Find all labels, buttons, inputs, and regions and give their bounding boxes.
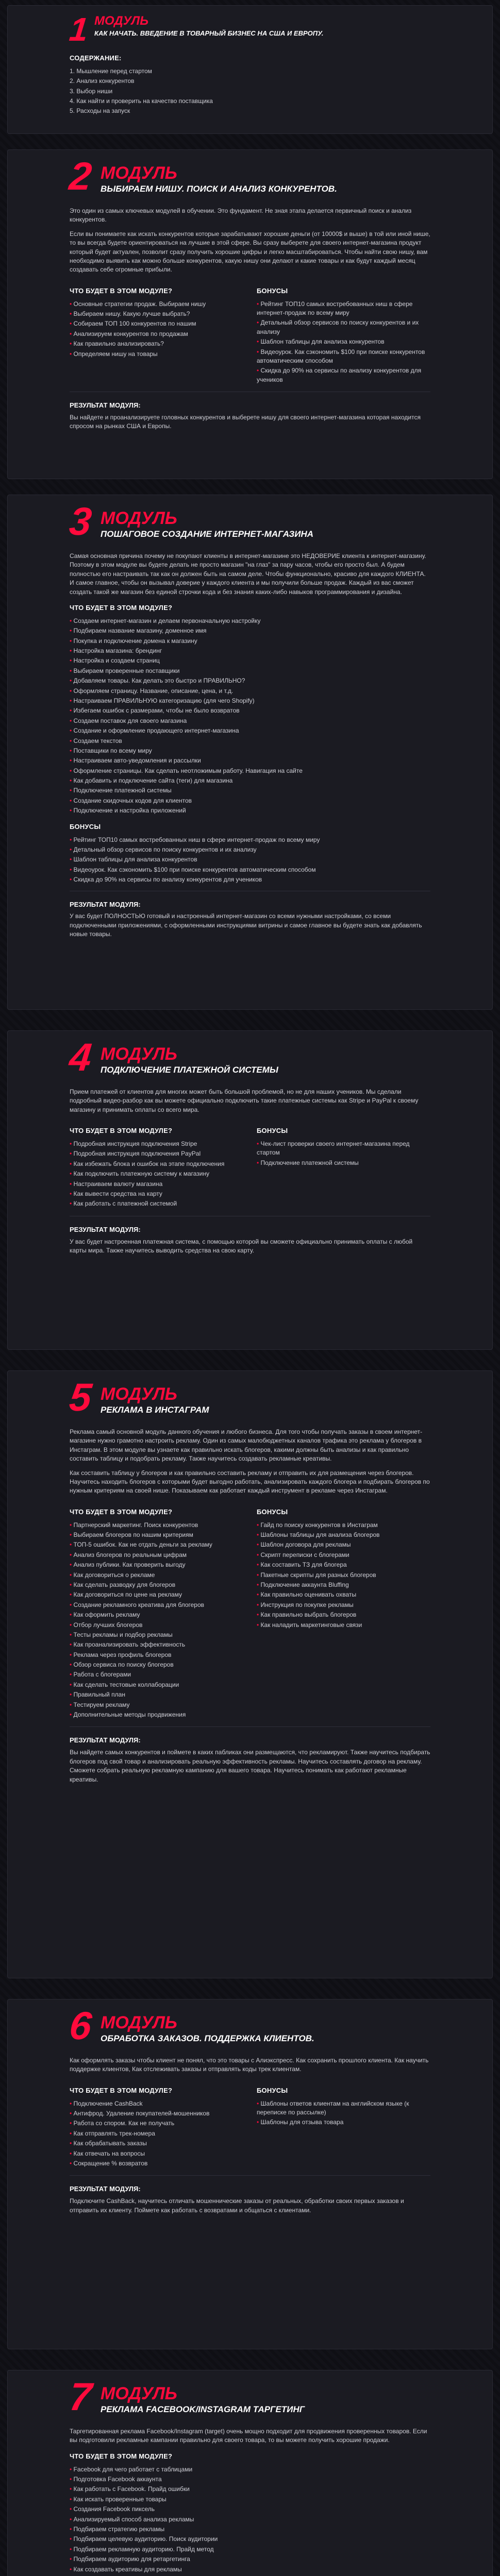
list-item: • Гайд по поиску конкурентов в Инстаграм — [257, 1521, 430, 1530]
list-item: • Как наладить маркетинговые связи — [257, 1621, 430, 1630]
result-text: Подключите CashBack, научитесь отличать мошеннические заказы от реальных, обработки своих первых заказов и отправить их клиенту. Поймете как работать с возвратами и общаться с клиентами. — [70, 2197, 404, 2214]
list-item: • Рейтинг ТОП10 самых востребованных ниш в сфере интернет-продаж по всему миру — [70, 836, 430, 844]
result-text: У вас будет ПОЛНОСТЬЮ готовый и настроенный интернет-магазин со всеми нужными настройками, со всеми подключенными приложениями, с оформленными инструкциями витрины и самое главное вы будете знать как добавлять новые товары. — [70, 912, 422, 938]
list-item: • Чек-лист проверки своего интернет-магазина перед стартом — [257, 1140, 430, 1158]
list-item: • Как правильно анализировать? — [70, 340, 243, 348]
module-number: 4 — [67, 1036, 94, 1079]
what-list — [70, 1521, 243, 1720]
module-word: МОДУЛЬ — [101, 2384, 177, 2403]
list-item: • Создание и оформление продающего интернет-магазина — [70, 726, 430, 735]
module-word: МОДУЛЬ — [101, 509, 177, 528]
list-item: • Работа с блогерами — [70, 1670, 243, 1679]
module-header — [67, 1031, 430, 1088]
paragraph: Если вы понимаете как искать конкурентов которые зарабатывают хорошие деньги (от 10000$ и выше) в той или иной нише, то вы всегда будете ориентироваться на лучшие в этой сфере. Вы сразу выберете для своего интернет-магазина продукт который будет актуален, позволит сразу получить хорошие цифры и легко масштабироваться. Чтобы найти свою нишу, вам необходимо выявить как можно больше конкурентов, какую нишу они делают и какие товары и как будут каждый месяц создавать себе огромные прибыли. — [70, 230, 430, 274]
what-column — [70, 2079, 243, 2170]
list-item: • Как составить ТЗ для блогера — [257, 1561, 430, 1569]
module-5 — [7, 1370, 493, 1978]
paragraph: Как оформлять заказы чтобы клиент не понял, что это товары с Алиэкспресс. Как сохранить прошлого клиента. Как научить поддержке клиентов, Как отслеживать заказы и отправлять коды трек клиентам. — [70, 2057, 429, 2073]
module-content — [70, 552, 430, 939]
module-title: РЕКЛАМА В ИНСТАГРАМ — [101, 1405, 209, 1415]
list-item: • Скидка до 90% на сервисы по анализу конкурентов для учеников — [70, 875, 430, 884]
module-4 — [7, 1030, 493, 1350]
list-item: • Как сделать тестовые коллаборации — [70, 1681, 243, 1689]
list-item: • Пакетные скрипты для разных блогеров — [257, 1571, 430, 1580]
what-list — [70, 2465, 430, 2576]
module-3 — [7, 495, 493, 1010]
list-item: • Настраиваем авто-уведомления и рассылки — [70, 756, 430, 765]
list-item: • Подробная инструкция подключения PayPal — [70, 1149, 243, 1158]
list-item: • Как проанализировать эффективность — [70, 1640, 243, 1649]
paragraph: Это один из самых ключевых модулей в обучении. Это фундамент. Не зная этапа делается первичный поиск и анализ конкурентов. — [70, 207, 412, 224]
result-heading: РЕЗУЛЬТАТ МОДУЛЯ: — [70, 2185, 141, 2193]
list-item: • Отбор лучших блогеров — [70, 1621, 243, 1630]
list-item: • Подбираем рекламную аудиторию. Прайд метод — [70, 2545, 430, 2554]
list-item: • Оформление страницы. Как сделать неотложимым работу. Навигация на сайте — [70, 767, 430, 775]
list-item: • Видеоурок. Как сэкономить $100 при поиске конкурентов автоматическим способом — [257, 348, 430, 366]
list-item: • Настраиваем ПРАВИЛЬНУЮ категоризацию (для чего Shopify) — [70, 697, 430, 705]
bonus-heading: БОНУСЫ — [257, 2086, 288, 2094]
list-item: • Шаблоны для отзыва товара — [257, 2118, 430, 2127]
module-header — [67, 1999, 430, 2056]
list-item: • Facebook для чего работает с таблицами — [70, 2465, 430, 2474]
module-title: КАК НАЧАТЬ. ВВЕДЕНИЕ В ТОВАРНЫЙ БИЗНЕС НА США И ЕВРОПУ. — [94, 29, 324, 37]
module-header — [70, 6, 430, 47]
what-list — [70, 300, 243, 359]
list-item: • Как правильно оценивать охваты — [257, 1590, 430, 1599]
what-list — [70, 617, 430, 816]
module-header — [67, 2370, 430, 2427]
paragraph: Таргетированная реклама Facebook/Instagram (target) очень мощно подходит для продвижения проверенных товаров. Если вы подготовили рекламные кампании правильно для своего товара, то вы можете получить хорошие продажи. — [70, 2428, 427, 2444]
result-heading: РЕЗУЛЬТАТ МОДУЛЯ: — [70, 401, 141, 410]
list-item: • Как добавить и подключение сайта (теги) для магазина — [70, 776, 430, 785]
list-item: • Анализ публики. Как проверить выгоду — [70, 1561, 243, 1569]
list-item: • Как создавать креативы для рекламы — [70, 2565, 430, 2574]
list-item: • Подключение и настройка приложений — [70, 806, 430, 815]
bonus-column — [257, 1501, 430, 1721]
module-7 — [7, 2370, 493, 2576]
list-item: • Шаблон договора для рекламы — [257, 1540, 430, 1549]
list-item: • Создание скидочных кодов для клиентов — [70, 796, 430, 805]
list-item: • Скрипт переписки с блогерами — [257, 1551, 430, 1560]
module-number: 1 — [68, 11, 90, 48]
list-item: 3. Выбор ниши — [70, 87, 113, 95]
list-item: • Как договориться о рекламе — [70, 1571, 243, 1580]
module-content — [70, 1428, 430, 1784]
paragraph: Самая основная причина почему не покупают клиенты в интернет-магазине это НЕДОВЕРИЕ клиента к интернет-магазину. Поэтому в этом модуле вы будете делать не просто магазин "на глаз" за пару часов, чтобы его просто был. А будем полностью его настраивать так как он должен быть на самом деле. Чтобы функционально, красиво для каждого КЛИЕНТА. И самое главное, чтобы он вызывал доверие у каждого клиента и мы получили больше продаж. Каждый из вас сможет создать такой же магазин без единой строчки кода и без знания каких-либо навыков программирования и дизайна. — [70, 552, 426, 596]
two-columns — [70, 2079, 430, 2170]
list-item: • Добавляем товары. Как делать это быстро и ПРАВИЛЬНО? — [70, 676, 430, 685]
what-heading: ЧТО БУДЕТ В ЭТОМ МОДУЛЕ? — [70, 603, 173, 612]
list-item: • Как отвечать на вопросы — [70, 2149, 243, 2158]
list-item: • Партнерский маркетинг. Поиск конкурентов — [70, 1521, 243, 1530]
module-header — [67, 495, 430, 552]
list-item: • Тесты рекламы и подбор рекламы — [70, 1631, 243, 1639]
list-item: • Подробная инструкция подключения Stripe — [70, 1140, 243, 1148]
module-number: 5 — [67, 1376, 94, 1419]
paragraph: Как составить таблицу у блогеров и как правильно составить рекламу и отправить их для размещения через блогеров. Научитесь находить блогеров с которыми будет выгодно работать, анализировать каждого блогера и подбирать блогеров по нужным критериям на своей нише. Показываем как работает каждый инструмент в рекламе через Инстаграм. — [70, 1469, 430, 1495]
list-item: • Анализируемый способ анализа рекламы — [70, 2515, 430, 2524]
list-item: • Оформляем страницу. Название, описание, цена, и т.д. — [70, 687, 430, 696]
paragraph: Реклама самый основной модуль данного обучения и любого бизнеса. Для того чтобы получать заказы в своем интернет-магазине нужно грамотно настроить рекламу. Один из самых малобюджетных каналов трафика это реклама у блогеров в Инстаграм. В этом модуле вы узнаете как правильно искать блогеров, какими должны быть анализы и как правильно составить таблицу и подобрать рекламу. Также научитесь создавать рекламные креативы. — [70, 1428, 423, 1463]
list-item: • Инструкция по покупке рекламы — [257, 1601, 430, 1609]
list-item: • Создания Facebook пиксель — [70, 2505, 430, 2514]
what-column — [70, 280, 243, 385]
contents-heading: СОДЕРЖАНИЕ: — [70, 54, 122, 62]
list-item: • Подготовка Facebook аккаунта — [70, 2475, 430, 2484]
module-title: ОБРАБОТКА ЗАКАЗОВ. ПОДДЕРЖКА КЛИЕНТОВ. — [101, 2033, 314, 2043]
list-item: • Создаем поставок для своего магазина — [70, 717, 430, 725]
module-word: МОДУЛЬ — [101, 163, 177, 183]
list-item: • Выбираем нишу. Какую лучше выбрать? — [70, 310, 243, 318]
module-content — [70, 207, 430, 431]
list-item: • Собираем ТОП 100 конкурентов по нашим — [70, 319, 243, 328]
list-item: • Работа со спором. Как не получать — [70, 2119, 243, 2128]
list-item: • Избегаем ошибок с размерами, чтобы не было возвратов — [70, 706, 430, 715]
module-content — [70, 2056, 430, 2215]
list-item: • Подключение CashBack — [70, 2099, 243, 2108]
bonus-list — [257, 1140, 430, 1167]
module-number: 6 — [67, 2004, 94, 2048]
module-number: 7 — [67, 2375, 94, 2419]
list-item: • Реклама через профиль блогеров — [70, 1651, 243, 1659]
module-header — [67, 1371, 430, 1428]
result-text: Вы найдете самых конкурентов и поймете в каких пабликах они размещаются, что рекламируют. Также научитесь подбирать блогеров под свой товар и анализировать реальную эффективность рекламы. Научитесь составлять договор на рекламу. Сможете собрать реальную рекламную кампанию для вашего товара. Научитесь понимать как работают рекламные креативы. — [70, 1749, 430, 1783]
list-item: • Анализируем конкурентов по продажам — [70, 330, 243, 338]
bonus-list — [70, 836, 430, 885]
contents-list — [70, 67, 430, 116]
bonus-heading: БОНУСЫ — [70, 822, 101, 831]
list-item: • Определяем нишу на товары — [70, 350, 243, 359]
list-item: • Как искать проверенные товары — [70, 2495, 430, 2504]
two-columns — [70, 1501, 430, 1721]
list-item: • Создаем текстов — [70, 737, 430, 745]
result-text: Вы найдете и проанализируете головных конкурентов и выберете нишу для своего интернет-магазина которая находится спросом на рынках США и Европы. — [70, 414, 421, 430]
result-heading: РЕЗУЛЬТАТ МОДУЛЯ: — [70, 900, 141, 908]
list-item: • Подключение платежной системы — [257, 1159, 430, 1167]
what-column — [70, 1120, 243, 1210]
list-item: • Как правильно выбрать блогеров — [257, 1611, 430, 1619]
list-item: 4. Как найти и проверить на качество поставщика — [70, 97, 213, 105]
list-item: • Настройка и создаем страниц — [70, 656, 430, 665]
result-heading: РЕЗУЛЬТАТ МОДУЛЯ: — [70, 1225, 141, 1233]
list-item: • Антифрод. Удаление покупателей-мошенников — [70, 2109, 243, 2118]
list-item: • Тестируем рекламу — [70, 1701, 243, 1709]
list-item: • Обзор сервиса по поиску блогеров — [70, 1660, 243, 1669]
what-heading: ЧТО БУДЕТ В ЭТОМ МОДУЛЕ? — [70, 2086, 173, 2094]
bonus-heading: БОНУСЫ — [257, 286, 288, 295]
list-item: • Подбираем название магазину, доменное имя — [70, 626, 430, 635]
module-title: ПОШАГОВОЕ СОЗДАНИЕ ИНТЕРНЕТ-МАГАЗИНА — [101, 529, 314, 539]
list-item: • Как договориться по цене на рекламу — [70, 1590, 243, 1599]
what-heading: ЧТО БУДЕТ В ЭТОМ МОДУЛЕ? — [70, 1127, 173, 1135]
list-item: • Создание рекламного креатива для блогеров — [70, 1601, 243, 1609]
list-item: • Подключение платежной системы — [70, 786, 430, 795]
bonus-column — [257, 1120, 430, 1210]
list-item: • Выбираем проверенные поставщики — [70, 667, 430, 675]
module-6 — [7, 1999, 493, 2349]
list-item: • ТОП-5 ошибок. Как не отдать деньги за рекламу — [70, 1540, 243, 1549]
bonus-list — [257, 300, 430, 385]
bonus-heading: БОНУСЫ — [257, 1127, 288, 1135]
list-item: • Видеоурок. Как сэкономить $100 при поиске конкурентов автоматическим способом — [70, 866, 430, 874]
list-item: • Как отправлять трек-номера — [70, 2129, 243, 2138]
list-item: • Как работать с платежной системой — [70, 1199, 243, 1208]
result-heading: РЕЗУЛЬТАТ МОДУЛЯ: — [70, 1736, 141, 1744]
list-item: • Настройка магазина: брендинг — [70, 647, 430, 655]
list-item: • Дополнительные методы продвижения — [70, 1710, 243, 1719]
list-item: • Создаем интернет-магазин и делаем первоначальную настройку — [70, 617, 430, 625]
bonus-heading: БОНУСЫ — [257, 1507, 288, 1516]
bonus-column — [257, 2079, 430, 2170]
list-item: • Основные стратегии продаж. Выбираем нишу — [70, 300, 243, 309]
list-item: • Выбираем блогеров по нашим критериям — [70, 1531, 243, 1539]
list-item: • Детальный обзор сервисов по поиску конкурентов и их анализу — [257, 318, 430, 336]
module-word: МОДУЛЬ — [101, 1044, 177, 1064]
list-item: • Как избежать блока и ошибок на этапе подключения — [70, 1160, 243, 1168]
list-item: • Поставщики по всему миру — [70, 747, 430, 755]
list-item: • Шаблон таблицы для анализа конкурентов — [70, 855, 430, 864]
list-item: • Как подключить платежную систему к магазину — [70, 1170, 243, 1178]
module-1 — [7, 5, 493, 134]
module-content — [70, 54, 430, 116]
list-item: • Покупка и подключение домена к магазину — [70, 637, 430, 646]
module-header — [67, 150, 430, 207]
list-item: • Как оформить рекламу — [70, 1611, 243, 1619]
bonus-column — [257, 280, 430, 385]
module-content — [70, 1088, 430, 1255]
list-item: • Анализ блогеров по реальным цифрам — [70, 1551, 243, 1560]
module-title: ПОДКЛЮЧЕНИЕ ПЛАТЕЖНОЙ СИСТЕМЫ — [101, 1065, 278, 1075]
list-item: • Как сделать разводку для блогеров — [70, 1581, 243, 1589]
list-item: • Как вывести средства на карту — [70, 1190, 243, 1198]
list-item: • Шаблон таблицы для анализа конкурентов — [257, 337, 430, 346]
module-2 — [7, 149, 493, 479]
list-item: • Шаблоны ответов клиентам на английском языке (к переписке по рассылке) — [257, 2099, 430, 2117]
list-item: • Как обрабатывать заказы — [70, 2139, 243, 2148]
divider — [70, 2175, 430, 2176]
module-title: ВЫБИРАЕМ НИШУ. ПОИСК И АНАЛИЗ КОНКУРЕНТОВ. — [101, 184, 337, 194]
what-column — [70, 1501, 243, 1721]
list-item: • Настраиваем валюту магазина — [70, 1180, 243, 1189]
what-heading: ЧТО БУДЕТ В ЭТОМ МОДУЛЕ? — [70, 2452, 173, 2460]
divider — [70, 1726, 430, 1727]
list-item: 5. Расходы на запуск — [70, 107, 130, 115]
module-content — [70, 2427, 430, 2576]
two-columns — [70, 280, 430, 385]
result-text: У вас будет настроенная платежная система, с помощью которой вы сможете официально принимать оплаты с любой карты мира. Также научитесь выводить средства на свою карту. — [70, 1238, 413, 1255]
module-word: МОДУЛЬ — [101, 2013, 177, 2032]
what-list — [70, 1140, 243, 1209]
module-number: 2 — [67, 155, 94, 198]
list-item: • Подбираем целевую аудиторию. Поиск аудитории — [70, 2535, 430, 2544]
list-item: • Подключение аккаунта Bluffing — [257, 1581, 430, 1589]
bonus-list — [257, 1521, 430, 1630]
paragraph: Прием платежей от клиентов для многих может быть большой проблемой, но не для наших учеников. Мы сделали подробный видео-разбор как вы можете официально подключить такие платежные системы как Stripe и PayPal к своему магазину и принимать оплаты со всего мира. — [70, 1088, 419, 1113]
list-item: • Шаблоны таблицы для анализа блогеров — [257, 1531, 430, 1539]
what-heading: ЧТО БУДЕТ В ЭТОМ МОДУЛЕ? — [70, 1507, 173, 1516]
list-item: 1. Мышление перед стартом — [70, 67, 152, 75]
list-item: • Сокращение % возвратов — [70, 2159, 243, 2168]
module-word: МОДУЛЬ — [94, 14, 149, 28]
list-item: • Правильный план — [70, 1690, 243, 1699]
list-item: • Скидка до 90% на сервисы по анализу конкурентов для учеников — [257, 366, 430, 384]
list-item: • Рейтинг ТОП10 самых востребованных ниш в сфере интернет-продаж по всему миру — [257, 300, 430, 318]
list-item: • Подбираем стратегию рекламы — [70, 2525, 430, 2534]
module-word: МОДУЛЬ — [101, 1384, 177, 1404]
bonus-list — [257, 2099, 430, 2127]
two-columns — [70, 1120, 430, 1210]
what-heading: ЧТО БУДЕТ В ЭТОМ МОДУЛЕ? — [70, 286, 173, 295]
list-item: • Детальный обзор сервисов по поиску конкурентов и их анализу — [70, 845, 430, 854]
module-title: РЕКЛАМА FACEBOOK/INSTAGRAM ТАРГЕТИНГ — [101, 2404, 305, 2414]
what-list — [70, 2099, 243, 2168]
module-number: 3 — [67, 500, 94, 544]
list-item: • Как работать с Facebook. Прайд ошибки — [70, 2485, 430, 2494]
list-item: • Подбираем аудиторию для ретаргетинга — [70, 2555, 430, 2564]
list-item: 2. Анализ конкурентов — [70, 77, 135, 85]
